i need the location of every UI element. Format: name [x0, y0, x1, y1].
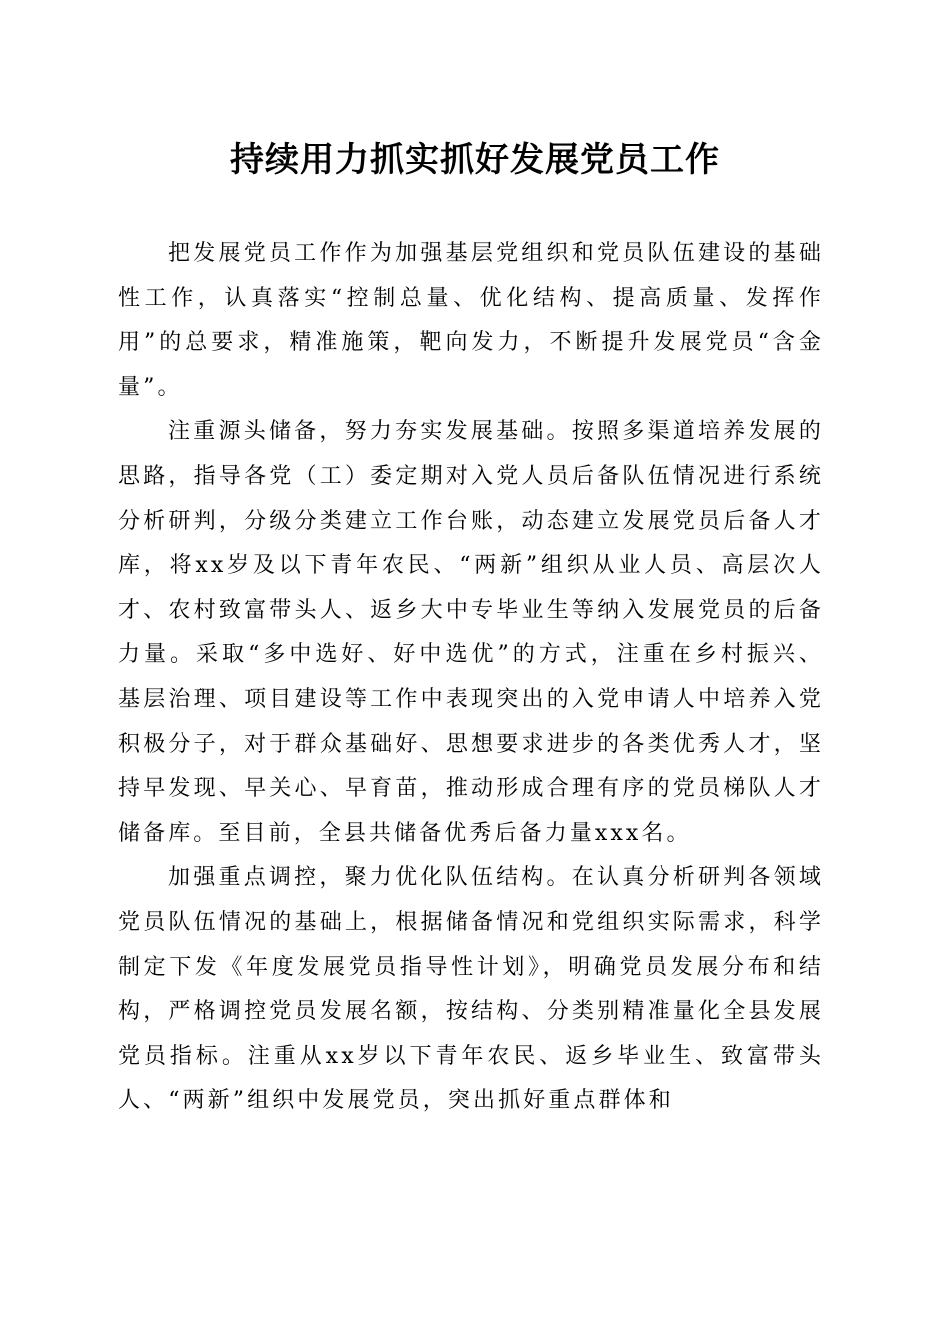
paragraph-intro: 把发展党员工作作为加强基层党组织和党员队伍建设的基础性工作，认真落实“控制总量、优化结构、提高质量、发挥作用”的总要求，精准施策，靶向发力，不断提升发展党员“含金量”。 — [118, 241, 824, 400]
document-title: 持续用力抓实抓好发展党员工作 — [230, 140, 720, 180]
paragraph-key-regulation: 加强重点调控，聚力优化队伍结构。在认真分析研判各领域党员队伍情况的基础上，根据储备情况和党组织实际需求，科学制定下发《年度发展党员指导性计划》，明确党员发展分布和结构，严格调控党员发展名额，按结构、分类别精准量化全县发展党员指标。注重从xx岁以下青年农民、返乡毕业生、致富带头人、“两新”组织中发展党员，突出抓好重点群体和 — [118, 865, 824, 1114]
paragraph-source-reserve: 注重源头储备，努力夯实发展基础。按照多渠道培养发展的思路，指导各党（工）委定期对入党人员后备队伍情况进行系统分析研判，分级分类建立工作台账，动态建立发展党员后备人才库，将xx岁及以下青年农民、“两新”组织从业人员、高层次人才、农村致富带头人、返乡大中专毕业生等纳入发展党员的后备力量。采取“多中选好、好中选优”的方式，注重在乡村振兴、基层治理、项目建设等工作中表现突出的入党申请人中培养入党积极分子，对于群众基础好、思想要求进步的各类优秀人才，坚持早发现、早关心、早育苗，推动形成合理有序的党员梯队人才储备库。至目前，全县共储备优秀后备力量xxx名。 — [118, 419, 824, 846]
document-body — [118, 232, 824, 1124]
